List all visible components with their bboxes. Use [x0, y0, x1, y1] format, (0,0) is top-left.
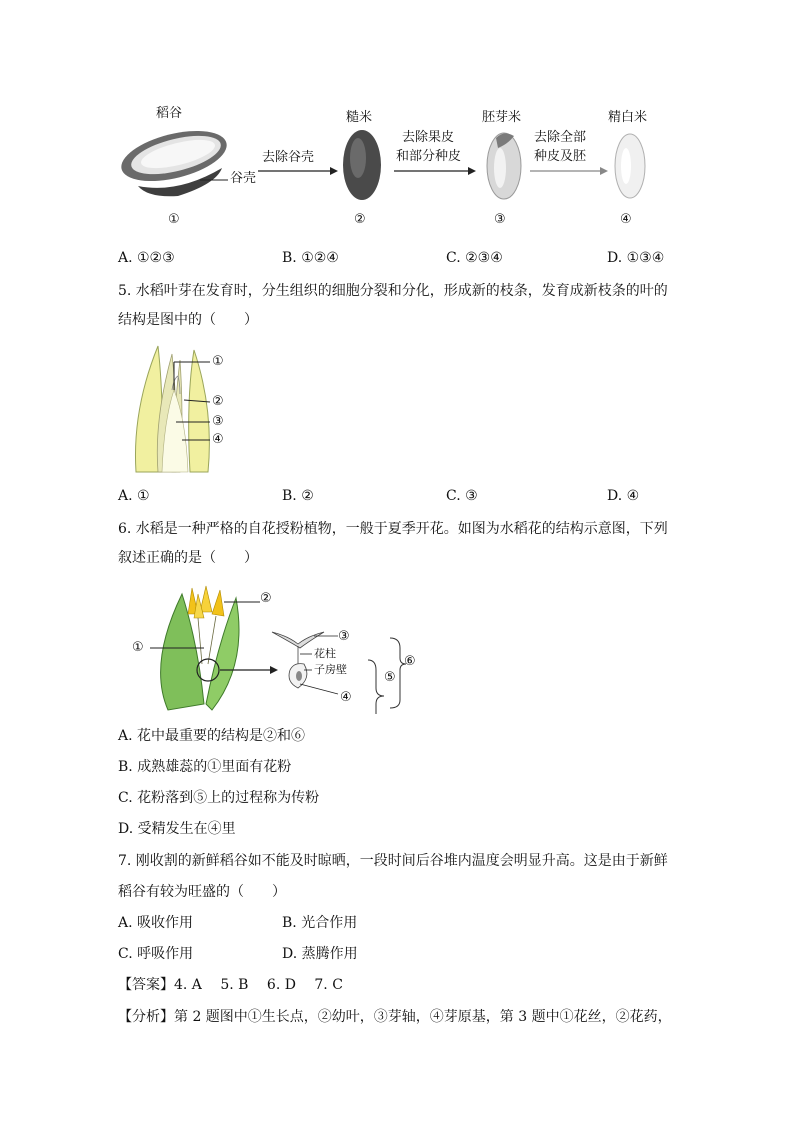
bud-label-3: ③: [212, 414, 224, 429]
arrow1: [258, 166, 338, 176]
arrow3-text-line1: 去除全部: [534, 130, 587, 145]
label-rice-grain: 稻谷: [156, 106, 183, 121]
leaf-bud-diagram: [128, 340, 258, 474]
q6-option-c[interactable]: C. 花粉落到⑤上的过程称为传粉: [118, 790, 320, 806]
arrow2-text-line1: 去除果皮: [402, 130, 455, 145]
flower-label-6: ⑥: [404, 654, 416, 669]
label-brown-rice: 糙米: [346, 110, 373, 125]
germ-rice-illustration: [484, 128, 524, 202]
num3: ③: [494, 212, 506, 227]
q5-option-c[interactable]: C. ③: [446, 488, 478, 504]
analysis-line: 【分析】第 2 题图中①生长点，②幼叶，③芽轴，④芽原基，第 3 题中①花丝，②花药，: [118, 1009, 672, 1025]
q7-option-c[interactable]: C. 呼吸作用: [118, 946, 194, 962]
num1: ①: [168, 212, 180, 227]
q7-option-a[interactable]: A. 吸收作用: [118, 915, 194, 931]
q4-option-d[interactable]: D. ①③④: [607, 250, 665, 266]
q4-option-a[interactable]: A. ①②③: [118, 250, 175, 266]
husk-pointer-line: [200, 178, 230, 184]
q4-option-c[interactable]: C. ②③④: [446, 250, 503, 266]
q6-option-d[interactable]: D. 受精发生在④里: [118, 821, 236, 837]
label-germ-rice: 胚芽米: [482, 110, 522, 125]
arrow3: [530, 166, 608, 176]
arrow2-text-line2: 和部分种皮: [396, 149, 462, 164]
q7-text-line1: 7. 刚收割的新鲜稻谷如不能及时晾晒，一段时间后谷堆内温度会明显升高。这是由于新鲜: [118, 853, 668, 869]
q5-text-line1: 5. 水稻叶芽在发育时，分生组织的细胞分裂和分化，形成新的枝条，发育成新枝条的叶的: [118, 283, 668, 299]
q6-text-line1: 6. 水稻是一种严格的自花授粉植物，一般于夏季开花。如图为水稻花的结构示意图，下列: [118, 521, 668, 537]
q5-option-b[interactable]: B. ②: [282, 488, 314, 504]
style-label: 花柱: [314, 647, 336, 660]
num2: ②: [354, 212, 366, 227]
q4-option-b[interactable]: B. ①②④: [282, 250, 339, 266]
rice-grain-illustration: [118, 124, 230, 200]
q7-option-b[interactable]: B. 光合作用: [282, 915, 358, 931]
flower-label-3: ③: [338, 629, 350, 644]
ovary-wall-label: 子房壁: [314, 663, 347, 676]
q6-text-line2: 叙述正确的是（ ）: [118, 550, 258, 566]
num4: ④: [620, 212, 632, 227]
q7-text-line2: 稻谷有较为旺盛的（ ）: [118, 884, 286, 900]
bud-label-4: ④: [212, 432, 224, 447]
flower-label-1: ①: [132, 640, 144, 655]
arrow1-text: 去除谷壳: [262, 150, 315, 165]
q6-option-a[interactable]: A. 花中最重要的结构是②和⑥: [118, 728, 306, 744]
label-husk: 谷壳: [230, 171, 257, 186]
arrow3-text-line2: 种皮及胚: [534, 149, 587, 164]
rice-flower-diagram: [128, 584, 428, 714]
flower-label-2: ②: [260, 591, 272, 606]
bud-label-2: ②: [212, 394, 224, 409]
answer-line: 【答案】4. A 5. B 6. D 7. C: [118, 977, 343, 993]
flower-label-4: ④: [340, 690, 352, 705]
q7-option-d[interactable]: D. 蒸腾作用: [282, 946, 358, 962]
q5-option-a[interactable]: A. ①: [118, 488, 150, 504]
q5-text-line2: 结构是图中的（ ）: [118, 312, 258, 328]
label-white-rice: 精白米: [608, 110, 648, 125]
bud-label-1: ①: [212, 354, 224, 369]
white-rice-illustration: [612, 128, 648, 202]
brown-rice-illustration: [340, 128, 384, 202]
q6-option-b[interactable]: B. 成熟雄蕊的①里面有花粉: [118, 759, 292, 775]
arrow2: [394, 166, 476, 176]
flower-label-5: ⑤: [384, 670, 396, 685]
q5-option-d[interactable]: D. ④: [607, 488, 640, 504]
